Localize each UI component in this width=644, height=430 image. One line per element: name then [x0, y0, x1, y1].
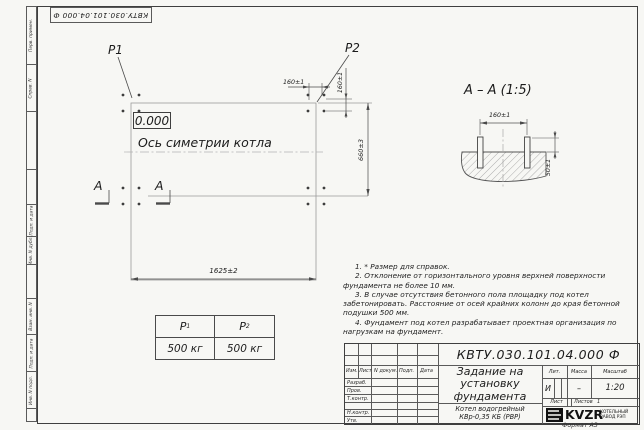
product-line1: Котел водогрейный	[455, 404, 525, 413]
stamp-label: Перв. примен.	[29, 19, 34, 52]
logo-subtitle-line1: КОТЕЛЬНЫЙ	[600, 410, 629, 415]
section-dim-protrusion-wrap	[522, 147, 576, 187]
axis-label: Ось симетрии котла	[138, 135, 272, 150]
load-table-value-p2: 500 кг	[226, 342, 263, 355]
sheet-label: Лист	[550, 399, 563, 405]
row-prov: Пров.	[347, 387, 362, 394]
level-mark-box	[133, 112, 171, 129]
note-3: 3. В случае отсутствия бетонного пола площадку под котел забетонировать. Расстояние от осей крайних колонн до края бетонной подушки 500 мм.	[343, 289, 620, 318]
dim-height-label: 660±3	[357, 139, 365, 161]
col-data: Дата	[420, 368, 433, 374]
section-dim-spacing: 160±1	[489, 112, 511, 119]
load-table	[155, 315, 275, 360]
stamp-label: Инв. N дубл.	[29, 236, 35, 265]
scale-value: 1:20	[605, 383, 625, 393]
row-nkontr: Н.контр.	[347, 410, 370, 416]
level-mark: 0.000	[134, 113, 170, 128]
col-ndoc: N докум.	[374, 368, 398, 374]
doc-title	[438, 366, 542, 403]
titleblock-designation: КВТУ.030.101.04.000 Ф	[456, 347, 621, 362]
stamp-label: Инв. N подл.	[29, 375, 35, 405]
row-tkontr: Т.контр.	[347, 395, 369, 402]
title-block	[344, 343, 640, 425]
load-table-value-p1: 500 кг	[156, 338, 215, 359]
stamp-label: Подп. и дата	[29, 205, 35, 236]
format-label: Формат А3	[562, 422, 598, 429]
stamp-label: Справ. N	[29, 77, 35, 99]
product-name	[438, 404, 542, 423]
dim-height-label-wrap	[334, 130, 388, 170]
p1-sub: 1	[186, 323, 191, 330]
col-izm: Изм.	[346, 368, 358, 374]
note-1: 1. * Размер для справок.	[355, 262, 450, 271]
col-list: Лист	[359, 368, 372, 374]
doc-title-line3: фундамента	[453, 389, 527, 403]
col-podp: Подп.	[399, 368, 415, 374]
sheets-label: Листов	[574, 399, 593, 405]
section-dim-protrusion: 50±1	[545, 158, 553, 176]
section-title: А – А (1:5)	[464, 83, 532, 98]
product-line2: КВр-0,35 КБ (РВР)	[459, 412, 521, 421]
note-2: 2. Отклонение от горизонтального уровня верхней поверхности фундамента не более 10 мм.	[343, 271, 606, 290]
stamp-label: Взам. инв. N	[29, 302, 34, 331]
row-utv: Утв.	[347, 417, 358, 424]
p2-name: P	[239, 320, 246, 333]
doc-title-line1: Задание на	[456, 364, 524, 378]
mass-value: –	[577, 383, 581, 393]
p2-sub: 2	[245, 323, 250, 330]
anchor-stud	[478, 137, 484, 168]
stamp-label: Подп. и дата	[29, 338, 35, 368]
dim-anchor-y-label: 160±1	[337, 71, 345, 93]
load-table-header-p1	[156, 316, 215, 338]
sheets-value: 1	[597, 399, 601, 405]
dim-anchor-x-label: 160±1	[283, 79, 305, 86]
load-table-header-p2	[215, 316, 274, 338]
p1-name: P	[179, 320, 187, 333]
lit-label: Лит.	[548, 368, 561, 375]
load-point-p2-label: P2	[345, 41, 360, 55]
dim-width-label: 1625±2	[209, 267, 238, 275]
top-designation-text: КВТУ.030.101.04.000 Ф	[53, 10, 149, 20]
mass-label: Масса	[571, 368, 587, 375]
dim-anchor-y-label-wrap	[314, 62, 368, 102]
lit-value: И	[545, 383, 551, 393]
logo-subtitle-line2: ЗАВОД РЭП	[600, 415, 626, 420]
note-4: 4. Фундамент под котел разрабатывает проектная организация по нагрузкам на фундамент.	[343, 317, 617, 337]
logo-subtitle	[600, 410, 628, 420]
doc-title-line2: установку	[460, 377, 520, 391]
section-letter-left: А	[94, 178, 103, 193]
section-letter-right: А	[155, 178, 164, 193]
notes-block	[343, 262, 636, 336]
row-razrab: Разраб.	[347, 379, 367, 386]
kvzr-logo-icon	[546, 408, 563, 422]
logo-text: KVZR	[565, 407, 604, 422]
load-point-p1-label: P1	[108, 43, 123, 57]
scale-label: Масштаб	[603, 368, 627, 375]
